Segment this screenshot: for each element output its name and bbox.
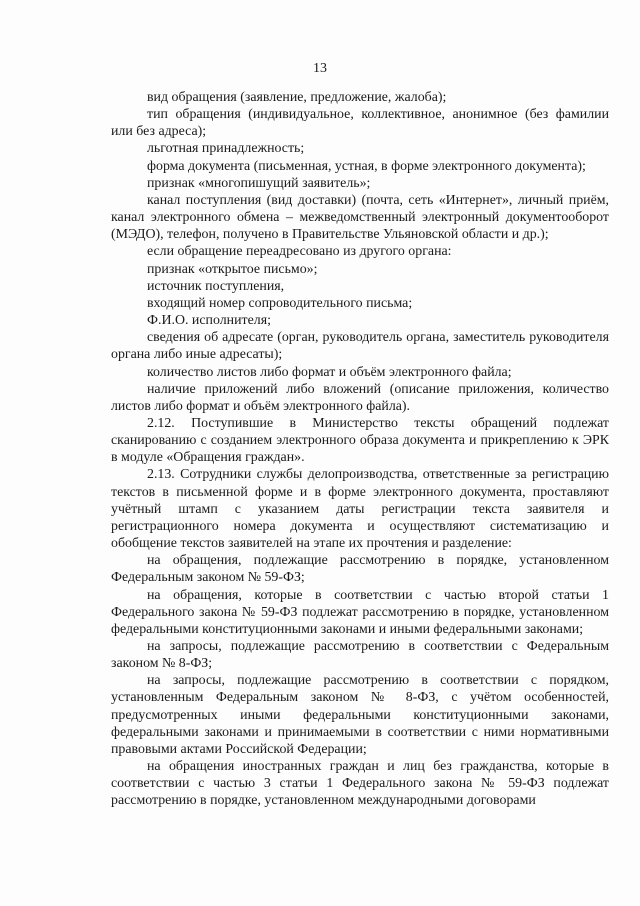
paragraph: количество листов либо формат и объём электронного файла; xyxy=(147,364,512,380)
paragraph: форма документа (письменная, устная, в форме электронного документа); xyxy=(147,158,586,174)
paragraph: на запросы, подлежащие рассмотрению в соответствии с порядком, установленным Федеральным законом № 8-ФЗ, с учётом особенностей, предусмотренных иными федеральными конституционными законами, федеральными законами и принимаемыми в соответствии с ними нормативными правовыми актами Российской Федерации; xyxy=(111,673,609,757)
paragraph: источник поступления, xyxy=(147,278,285,294)
paragraph: наличие приложений либо вложений (описание приложения, количество листов либо формат и объём электронного файла). xyxy=(111,381,609,414)
paragraph: признак «открытое письмо»; xyxy=(147,261,318,277)
paragraph: на обращения, которые в соответствии с частью второй статьи 1 Федерального закона № 59-ФЗ подлежат рассмотрению в порядке, установленном федеральными конституционными законами и иными федеральными законами; xyxy=(111,587,609,637)
paragraph: тип обращения (индивидуальное, коллективное, анонимное (без фамилии или без адреса); xyxy=(111,107,609,140)
paragraph: сведения об адресате (орган, руководитель органа, заместитель руководителя органа либо иные адресаты); xyxy=(111,330,609,363)
paragraph: 2.12. Поступившие в Министерство тексты обращений подлежат сканированию с созданием электронного образа документа и прикреплению к ЭРК в модуле «Обращения граждан». xyxy=(111,415,609,466)
paragraph: вид обращения (заявление, предложение, жалоба); xyxy=(147,90,447,105)
paragraph: признак «многопишущий заявитель»; xyxy=(147,175,371,191)
paragraph: на обращения иностранных граждан и лиц без гражданства, которые в соответствии с частью 3 статьи 1 Федерального закона № 59-ФЗ подлежат рассмотрению в порядке, установленном международными договорами xyxy=(111,759,609,809)
paragraph: входящий номер сопроводительного письма; xyxy=(147,295,413,311)
paragraph: 2.13. Сотрудники службы делопроизводства, ответственные за регистрацию текстов в письменной форме и в форме электронного документа, проставляют учётный штамп с указанием даты регистрации текста заявителя и регистрационного номера документа и осуществляют систематизацию и обобщение текстов заявителей на этапе их прочтения и разделение: xyxy=(111,467,609,552)
document-body xyxy=(111,89,609,810)
paragraph: льготная принадлежность; xyxy=(147,141,305,157)
page-number: 13 xyxy=(313,61,327,76)
paragraph: на запросы, подлежащие рассмотрению в соответствии с Федеральным законом № 8-ФЗ; xyxy=(111,639,609,672)
paragraph: канал поступления (вид доставки) (почта, сеть «Интернет», личный приём, канал электронного обмена – межведомственный электронный документооборот (МЭДО), телефон, получено в Правительстве Ульяновской области и др.); xyxy=(111,192,609,243)
paragraph: Ф.И.О. исполнителя; xyxy=(147,313,271,329)
paragraph: если обращение переадресовано из другого органа: xyxy=(147,244,452,260)
paragraph: на обращения, подлежащие рассмотрению в порядке, установленном Федеральным законом № 59-ФЗ; xyxy=(111,553,609,586)
